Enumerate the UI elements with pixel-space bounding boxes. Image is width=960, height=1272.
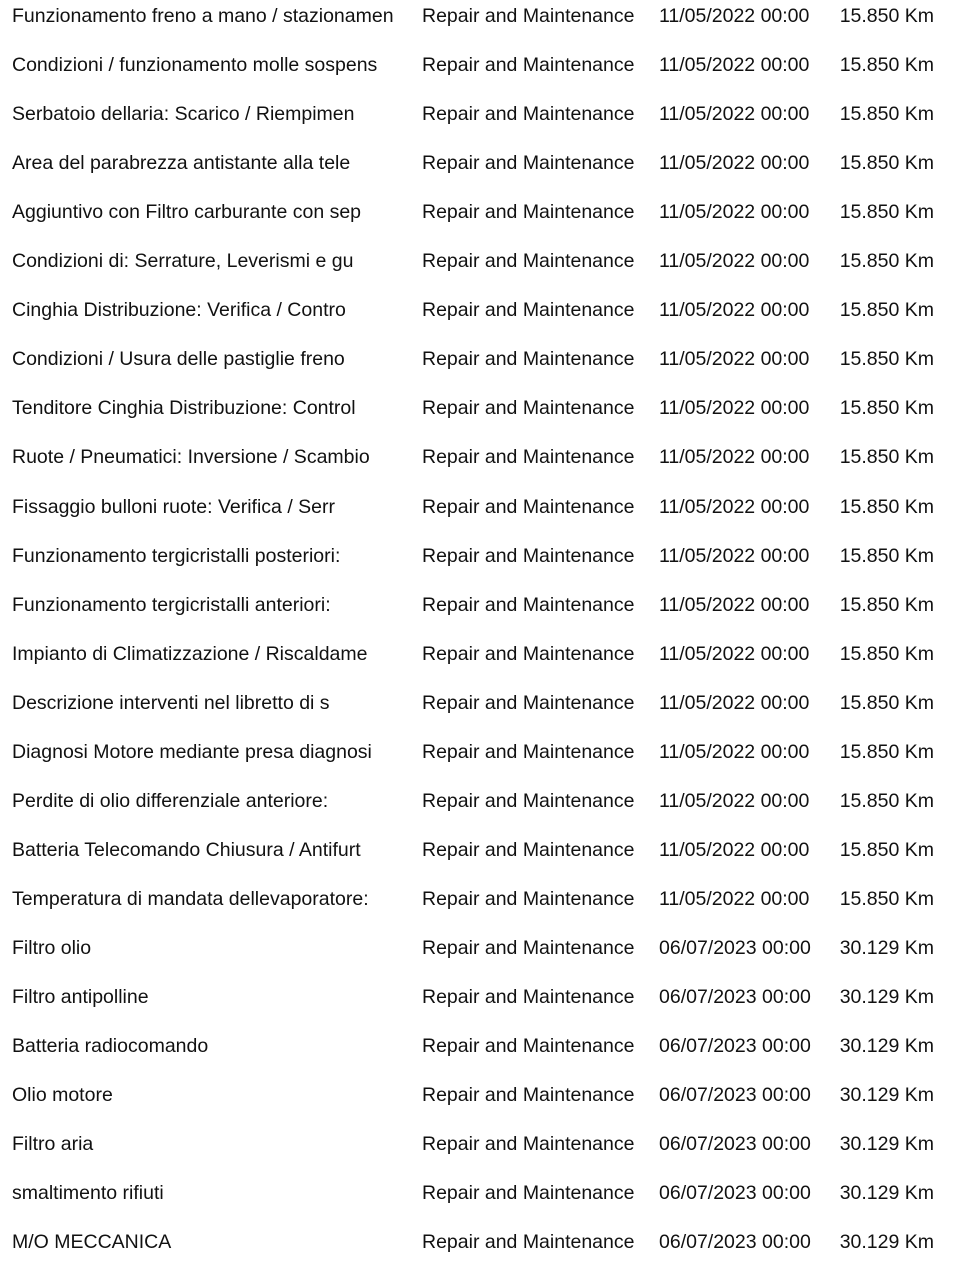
record-date: 06/07/2023 00:00 bbox=[659, 1231, 811, 1254]
record-row bbox=[0, 1178, 960, 1208]
record-category: Repair and Maintenance bbox=[422, 1133, 635, 1156]
record-mileage: 15.850 Km bbox=[839, 642, 934, 665]
record-mileage: 30.129 Km bbox=[839, 1084, 934, 1107]
record-mileage: 30.129 Km bbox=[839, 936, 934, 959]
record-date: 11/05/2022 00:00 bbox=[659, 348, 810, 371]
record-row bbox=[0, 639, 960, 669]
record-mileage: 15.850 Km bbox=[839, 348, 934, 371]
record-date: 11/05/2022 00:00 bbox=[659, 103, 810, 126]
record-row bbox=[0, 393, 960, 423]
record-description: Filtro aria bbox=[12, 1133, 94, 1156]
record-category: Repair and Maintenance bbox=[422, 642, 635, 665]
record-row bbox=[0, 246, 960, 276]
record-mileage: 15.850 Km bbox=[839, 152, 934, 175]
record-description: Funzionamento freno a mano / stazionamen bbox=[12, 5, 394, 27]
record-date: 11/05/2022 00:00 bbox=[659, 593, 810, 616]
record-description: Olio motore bbox=[12, 1084, 113, 1107]
record-category: Repair and Maintenance bbox=[422, 544, 635, 567]
record-description: Batteria Telecomando Chiusura / Antifurt bbox=[12, 838, 361, 861]
record-description: smaltimento rifiuti bbox=[12, 1182, 164, 1205]
record-mileage: 30.129 Km bbox=[839, 1035, 934, 1058]
record-mileage: 15.850 Km bbox=[839, 495, 934, 518]
record-mileage: 30.129 Km bbox=[839, 1231, 934, 1254]
record-mileage: 15.850 Km bbox=[839, 691, 934, 714]
record-category: Repair and Maintenance bbox=[422, 446, 635, 469]
record-mileage: 15.850 Km bbox=[839, 887, 934, 910]
record-mileage: 15.850 Km bbox=[839, 446, 934, 469]
record-row bbox=[0, 737, 960, 767]
record-date: 11/05/2022 00:00 bbox=[659, 887, 810, 910]
record-category: Repair and Maintenance bbox=[422, 348, 635, 371]
record-mileage: 15.850 Km bbox=[839, 397, 934, 420]
record-mileage: 15.850 Km bbox=[839, 299, 934, 322]
record-mileage: 30.129 Km bbox=[839, 1133, 934, 1156]
record-date: 11/05/2022 00:00 bbox=[659, 838, 810, 861]
record-description: Diagnosi Motore mediante presa diagnosi bbox=[12, 740, 372, 763]
record-row bbox=[0, 99, 960, 129]
record-date: 06/07/2023 00:00 bbox=[659, 1133, 811, 1156]
record-description: Impianto di Climatizzazione / Riscaldame bbox=[12, 642, 368, 665]
record-row bbox=[0, 1031, 960, 1061]
record-mileage: 15.850 Km bbox=[839, 838, 934, 861]
record-category: Repair and Maintenance bbox=[422, 495, 635, 518]
record-description: Descrizione interventi nel libretto di s bbox=[12, 691, 330, 714]
record-date: 11/05/2022 00:00 bbox=[659, 397, 810, 420]
record-date: 11/05/2022 00:00 bbox=[659, 495, 810, 518]
record-description: Cinghia Distribuzione: Verifica / Contro bbox=[12, 299, 346, 322]
record-description: M/O MECCANICA bbox=[12, 1231, 172, 1254]
record-description: Condizioni / Usura delle pastiglie freno bbox=[12, 348, 345, 371]
record-row bbox=[0, 786, 960, 816]
record-mileage: 30.129 Km bbox=[839, 986, 934, 1008]
record-row bbox=[0, 344, 960, 374]
record-category: Repair and Maintenance bbox=[422, 1231, 635, 1254]
record-description: Tenditore Cinghia Distribuzione: Control bbox=[12, 397, 356, 420]
record-description: Batteria radiocomando bbox=[12, 1035, 209, 1058]
record-description: Condizioni / funzionamento molle sospens bbox=[12, 54, 378, 77]
record-description: Condizioni di: Serrature, Leverismi e gu bbox=[12, 250, 354, 273]
record-category: Repair and Maintenance bbox=[422, 201, 635, 224]
record-row bbox=[0, 492, 960, 522]
record-date: 11/05/2022 00:00 bbox=[659, 446, 810, 469]
record-row bbox=[0, 295, 960, 325]
record-date: 11/05/2022 00:00 bbox=[659, 789, 810, 812]
record-date: 11/05/2022 00:00 bbox=[659, 5, 810, 27]
record-date: 11/05/2022 00:00 bbox=[659, 250, 810, 273]
record-category: Repair and Maintenance bbox=[422, 691, 635, 714]
record-row bbox=[0, 688, 960, 718]
record-mileage: 30.129 Km bbox=[839, 1182, 934, 1205]
record-row bbox=[0, 197, 960, 227]
record-mileage: 15.850 Km bbox=[839, 250, 934, 273]
record-date: 06/07/2023 00:00 bbox=[659, 936, 811, 959]
record-row bbox=[0, 541, 960, 571]
record-category: Repair and Maintenance bbox=[422, 986, 635, 1008]
record-category: Repair and Maintenance bbox=[422, 1182, 635, 1205]
record-row bbox=[0, 835, 960, 865]
record-mileage: 15.850 Km bbox=[839, 54, 934, 77]
record-category: Repair and Maintenance bbox=[422, 250, 635, 273]
record-category: Repair and Maintenance bbox=[422, 838, 635, 861]
record-description: Aggiuntivo con Filtro carburante con sep bbox=[12, 201, 362, 224]
record-row bbox=[0, 1227, 960, 1257]
record-description: Area del parabrezza antistante alla tele bbox=[12, 152, 351, 175]
record-description: Filtro antipolline bbox=[12, 986, 149, 1008]
record-category: Repair and Maintenance bbox=[422, 593, 635, 616]
record-row bbox=[0, 50, 960, 80]
record-row bbox=[0, 148, 960, 178]
record-category: Repair and Maintenance bbox=[422, 1084, 635, 1107]
record-date: 11/05/2022 00:00 bbox=[659, 201, 810, 224]
record-category: Repair and Maintenance bbox=[422, 740, 635, 763]
record-date: 11/05/2022 00:00 bbox=[659, 544, 810, 567]
record-date: 06/07/2023 00:00 bbox=[659, 1035, 811, 1058]
record-mileage: 15.850 Km bbox=[839, 789, 934, 812]
record-category: Repair and Maintenance bbox=[422, 397, 635, 420]
record-category: Repair and Maintenance bbox=[422, 1035, 635, 1058]
record-date: 06/07/2023 00:00 bbox=[659, 1182, 811, 1205]
record-row bbox=[0, 1, 960, 31]
record-description: Perdite di olio differenziale anteriore: bbox=[12, 789, 329, 812]
record-mileage: 15.850 Km bbox=[839, 593, 934, 616]
record-date: 11/05/2022 00:00 bbox=[659, 691, 810, 714]
record-description: Serbatoio dellaria: Scarico / Riempimen bbox=[12, 103, 355, 126]
record-row bbox=[0, 1129, 960, 1159]
record-mileage: 15.850 Km bbox=[839, 5, 934, 27]
record-category: Repair and Maintenance bbox=[422, 54, 635, 77]
record-date: 06/07/2023 00:00 bbox=[659, 1084, 811, 1107]
record-category: Repair and Maintenance bbox=[422, 5, 635, 27]
record-category: Repair and Maintenance bbox=[422, 887, 635, 910]
record-category: Repair and Maintenance bbox=[422, 789, 635, 812]
record-date: 11/05/2022 00:00 bbox=[659, 152, 810, 175]
record-category: Repair and Maintenance bbox=[422, 152, 635, 175]
record-date: 11/05/2022 00:00 bbox=[659, 299, 810, 322]
record-mileage: 15.850 Km bbox=[839, 103, 934, 126]
record-date: 11/05/2022 00:00 bbox=[659, 54, 810, 77]
record-description: Fissaggio bulloni ruote: Verifica / Serr bbox=[12, 495, 335, 518]
record-description: Filtro olio bbox=[12, 936, 92, 959]
record-description: Ruote / Pneumatici: Inversione / Scambio bbox=[12, 446, 370, 469]
record-row bbox=[0, 884, 960, 914]
record-row bbox=[0, 982, 960, 1012]
record-row bbox=[0, 590, 960, 620]
record-row bbox=[0, 1080, 960, 1110]
record-mileage: 15.850 Km bbox=[839, 544, 934, 567]
record-date: 11/05/2022 00:00 bbox=[659, 740, 810, 763]
record-date: 11/05/2022 00:00 bbox=[659, 642, 810, 665]
record-category: Repair and Maintenance bbox=[422, 103, 635, 126]
record-category: Repair and Maintenance bbox=[422, 936, 635, 959]
record-row bbox=[0, 933, 960, 963]
record-category: Repair and Maintenance bbox=[422, 299, 635, 322]
record-row bbox=[0, 442, 960, 472]
record-mileage: 15.850 Km bbox=[839, 740, 934, 763]
record-description: Temperatura di mandata dellevaporatore: bbox=[12, 887, 369, 910]
record-mileage: 15.850 Km bbox=[839, 201, 934, 224]
record-description: Funzionamento tergicristalli anteriori: bbox=[12, 593, 331, 616]
record-date: 06/07/2023 00:00 bbox=[659, 986, 811, 1008]
record-description: Funzionamento tergicristalli posteriori: bbox=[12, 544, 341, 567]
